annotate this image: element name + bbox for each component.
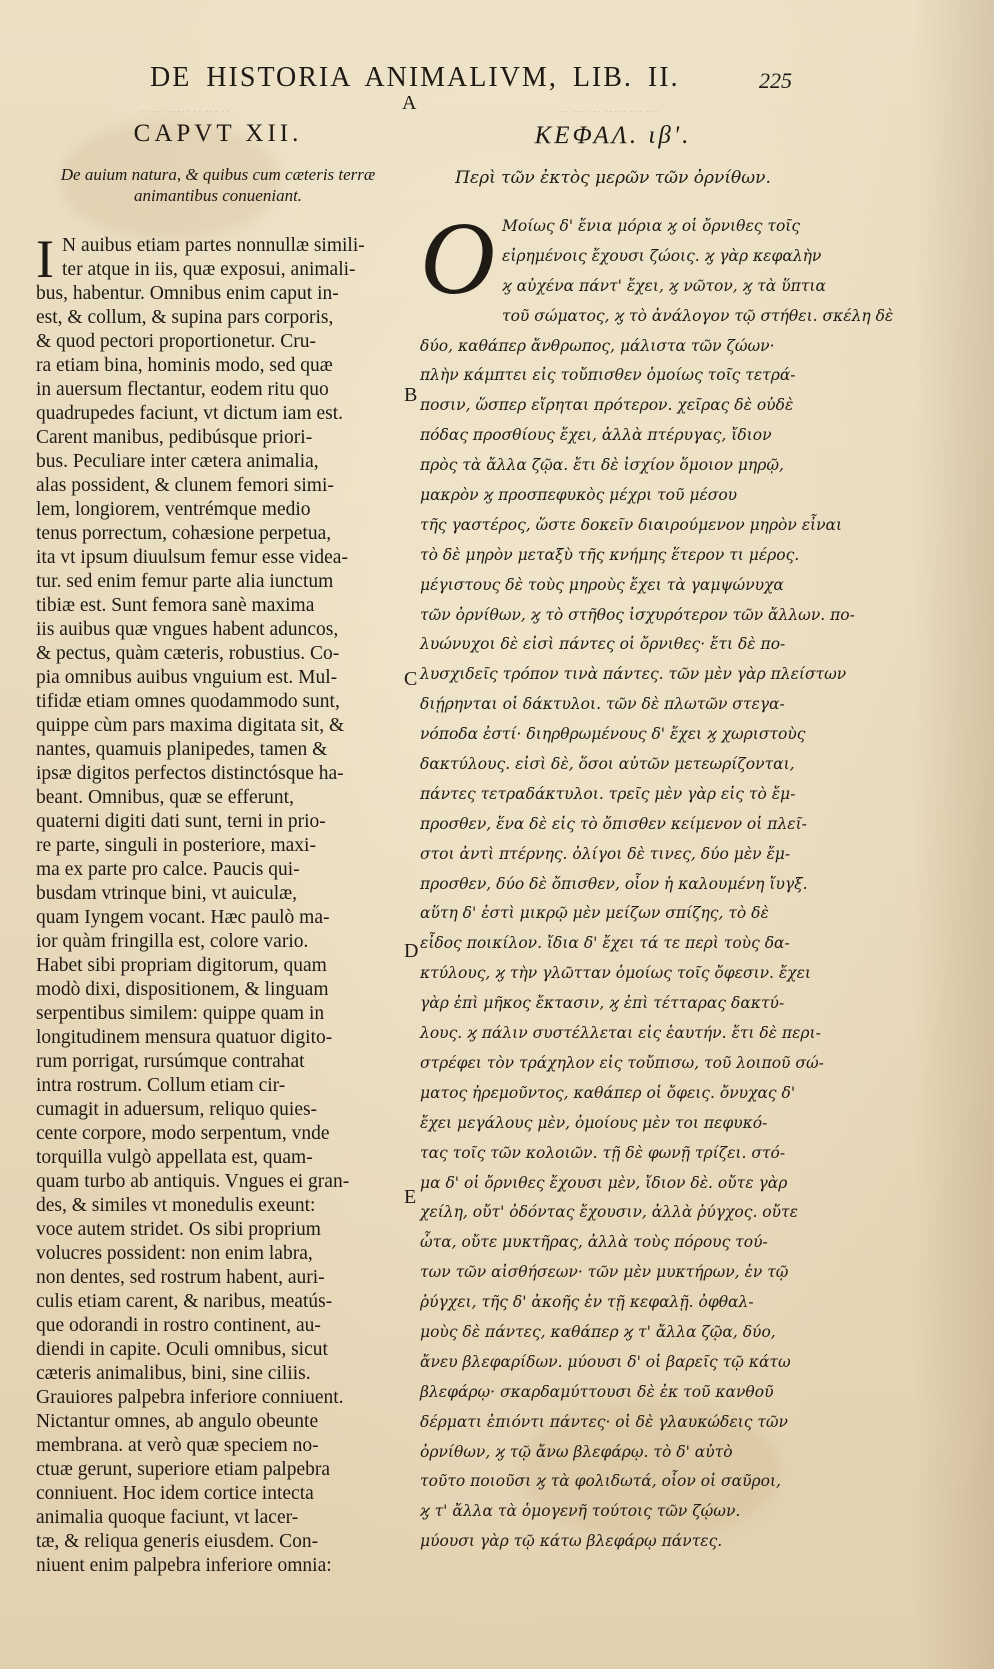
greek-line: μα δ' οἱ ὄρνιθες ἔχουσι μὲν, ἴδιον δὲ. οὔτε γὰρ [420, 1173, 788, 1192]
latin-line: in auersum flectantur, eodem ritu quo [36, 379, 329, 400]
greek-chapter-heading: ΚΕΦΑΛ. ιβ'. [534, 122, 692, 149]
latin-line: conniuent. Hoc idem cortice intecta [36, 1483, 314, 1504]
latin-line: ior quàm fringilla est, colore vario. [36, 931, 309, 952]
latin-line: torquilla vulgò appellata est, quam- [36, 1147, 313, 1168]
greek-line: ποσιν, ὥσπερ εἴρηται πρότερον. χεῖρας δὲ οὐδὲ [420, 396, 794, 415]
greek-line: πάντες τετραδάκτυλοι. τρεῖς μὲν γὰρ εἰς τὸ ἔμ- [420, 784, 796, 803]
latin-line: ipsæ digitos perfectos distinctósque ha- [36, 763, 344, 784]
latin-line: & quod pectori proportionetur. Cru- [36, 331, 316, 352]
running-head: DE HISTORIA ANIMALIVM, LIB. II. [150, 62, 680, 93]
latin-chapter-heading: CAPVT XII. [133, 120, 303, 147]
latin-line: busdam vtrinque bini, vt auiculæ, [36, 883, 298, 904]
greek-line: τοῦ σώματος, ϗ τὸ ἀνάλογον τῷ στήθει. σκέλη δὲ [502, 306, 894, 325]
greek-line: μύουσι γὰρ τῷ κάτω βλεφάρῳ πάντες. [420, 1532, 723, 1551]
latin-line: bus, habentur. Omnibus enim caput in- [36, 283, 339, 304]
latin-column [36, 112, 400, 1578]
greek-line: εἰρημένοις ἔχουσι ζώοις. ϗ γὰρ κεφαλὴν [502, 246, 822, 265]
greek-line: ὀρνίθων, ϗ τῷ ἄνω βλεφάρῳ. τὸ δ' αὐτὸ [420, 1442, 733, 1461]
latin-line: rum porrigat, rursúmque contrahat [36, 1051, 305, 1072]
greek-line: λυσχιδεῖς τρόπον τινὰ πάντες. τῶν μὲν γὰρ πλείστων [420, 665, 847, 684]
latin-summary-line: De auium natura, & quibus cum cæteris terræ [60, 165, 376, 184]
latin-line: tæ, & reliqua generis eiusdem. Con- [36, 1531, 319, 1552]
latin-line: ita vt ipsum diuulsum femur esse videa- [36, 547, 348, 568]
latin-line: quadrupedes faciunt, vt dictum iam est. [36, 403, 344, 424]
greek-line: νόποδα ἐστί· διηρθρωμένους δ' ἔχει ϗ χωριστοὺς [420, 725, 806, 744]
latin-line: tur. sed enim femur parte alia iunctum [36, 571, 334, 592]
greek-line: δακτύλους. εἰσὶ δὲ, ὅσοι αὐτῶν μετεωρίζονται, [420, 755, 795, 774]
bleed-through-text: ·· ··· ····· ·· ··· ·· [140, 104, 230, 119]
margin-letter-e: E [404, 1186, 417, 1208]
latin-line: membrana. at verò quæ speciem no- [36, 1435, 319, 1456]
greek-line: ϗ αὐχένα πάντ' ἔχει, ϗ νῶτον, ϗ τὰ ὕπτια [502, 276, 826, 295]
latin-line: des, & similes vt monedulis exeunt: [36, 1195, 316, 1216]
greek-line: δέρματι ἐπιόντι πάντες· οἱ δὲ γλαυκώδεις τῶν [420, 1412, 788, 1431]
greek-line: ἔχει μεγάλους μὲν, ὁμοίους μὲν τοι πεφυκό- [420, 1113, 768, 1132]
latin-line: & pectus, quàm cæteris, robustius. Co- [36, 643, 340, 664]
latin-drop-cap: I [36, 229, 54, 289]
latin-line: iis auibus quæ vngues habent aduncos, [36, 619, 339, 640]
greek-line: μέγιστους δὲ τοὺς μηροὺς ἔχει τὰ γαμψώνυχα [420, 575, 784, 594]
greek-line: πρὸς τὰ ἄλλα ζῷα. ἔτι δὲ ἰσχίον ὅμοιον μηρῷ, [420, 456, 784, 475]
greek-line: δύο, καθάπερ ἄνθρωπος, μάλιστα τῶν ζώων· [420, 336, 775, 355]
latin-line: Nictantur omnes, ab angulo obeunte [36, 1411, 319, 1432]
greek-line: λυώνυχοι δὲ εἰσὶ πάντες οἱ ὄρνιθες· ἔτι δὲ πο- [420, 635, 786, 654]
greek-line: τας τοῖς τῶν κολοιῶν. τῇ δὲ φωνῇ τρίζει. στό- [420, 1143, 786, 1162]
greek-line: χείλη, οὔτ' ὀδόντας ἔχουσιν, ἀλλὰ ῥύγχος. οὔτε [420, 1203, 798, 1222]
greek-line: τῶν ὀρνίθων, ϗ τὸ στῆθος ἰσχυρότερον τῶν ἄλλων. πο- [420, 605, 855, 624]
greek-chapter-summary: Περὶ τῶν ἐκτὸς μερῶν τῶν ὀρνίθων. [455, 168, 771, 188]
greek-line: διῄρηνται οἱ δάκτυλοι. τῶν δὲ πλωτῶν στεγα- [420, 695, 785, 714]
latin-summary-line: animantibus conueniant. [133, 186, 303, 205]
greek-line: λους. ϗ πάλιν συστέλλεται εἰς ἑαυτήν. ἔτι δὲ περι- [420, 1024, 821, 1043]
greek-body-text [420, 201, 894, 1557]
latin-line: quam turbo ab antiquis. Vngues ei gran- [36, 1171, 350, 1192]
greek-line: τὸ δὲ μηρὸν μεταξὺ τῆς κνήμης ἕτερον τι μέρος. [420, 545, 800, 564]
latin-line: Carent manibus, pedibúsque priori- [36, 427, 313, 448]
latin-chapter-summary [36, 164, 400, 206]
latin-line: quam Iyngem vocant. Hæc paulò ma- [36, 907, 330, 928]
latin-line: intra rostrum. Collum etiam cir- [36, 1075, 286, 1096]
latin-line: volucres possident: non enim labra, [36, 1243, 313, 1264]
latin-line: longitudinem mensura quatuor digito- [36, 1027, 333, 1048]
greek-line: μοὺς δὲ πάντες, καθάπερ ϗ τ' ἄλλα ζῷα, δύο, [420, 1322, 776, 1341]
greek-drop-cap: Ο [420, 201, 496, 316]
latin-line: culis etiam carent, & naribus, meatús- [36, 1291, 333, 1312]
greek-line: κτύλους, ϗ τὴν γλῶτταν ὁμοίως τοῖς ὄφεσιν. ἔχει [420, 964, 811, 983]
latin-line: Grauiores palpebra inferiore conniuent. [36, 1387, 344, 1408]
latin-line: tifidæ etiam omnes quodammodo sunt, [36, 691, 340, 712]
latin-line: nantes, quamuis planipedes, tamen & [36, 739, 328, 760]
greek-line: ὦτα, οὔτε μυκτῆρας, ἀλλὰ τοὺς πόρους τού- [420, 1233, 768, 1252]
greek-line: γὰρ ἐπὶ μῆκος ἔκτασιν, ϗ ἐπὶ τέτταρας δακτύ- [420, 994, 785, 1013]
latin-line: ma ex parte pro calce. Paucis qui- [36, 859, 300, 880]
latin-line: pia omnibus auibus vnguium est. Mul- [36, 667, 338, 688]
greek-line: τῆς γαστέρος, ὥστε δοκεῖν διαιρούμενον μηρὸν εἶναι [420, 515, 843, 534]
latin-line: cumagit in aduersum, reliquo quies- [36, 1099, 318, 1120]
greek-column [420, 112, 894, 1557]
page-number: 225 [759, 68, 792, 93]
greek-line: ματος ἠρεμοῦντος, καθάπερ οἱ ὄφεις. ὄνυχας δ' [420, 1083, 796, 1102]
greek-line: Μοίως δ' ἔνια μόρια ϗ οἱ ὄρνιθες τοῖς [502, 217, 801, 235]
latin-line: cæteris animalibus, bini, sine ciliis. [36, 1363, 311, 1384]
latin-line: diendi in capite. Oculi omnibus, sicut [36, 1339, 328, 1360]
latin-line: tibiæ est. Sunt femora sanè maxima [36, 595, 315, 616]
margin-letter-a: A [402, 92, 417, 114]
latin-line: animalia quoque faciunt, vt lacer- [36, 1507, 299, 1528]
greek-line: πλὴν κάμπτει εἰς τοὔπισθεν ὁμοίως τοῖς τετρά- [420, 366, 796, 385]
greek-line: στοι ἀντὶ πτέρνης. ὀλίγοι δὲ τινες, δύο μὲν ἔμ- [420, 844, 791, 863]
margin-letter-b: B [404, 384, 418, 406]
greek-line: στρέφει τὸν τράχηλον εἰς τοὔπισω, τοῦ λοιποῦ σώ- [420, 1053, 824, 1072]
greek-line: μακρὸν ϗ προσπεφυκὸς μέχρι τοῦ μέσου [420, 486, 738, 505]
latin-line: Habet sibi propriam digitorum, quam [36, 955, 327, 976]
greek-line: πόδας προσθίους ἔχει, ἀλλὰ πτέρυγας, ἴδιον [420, 426, 772, 445]
latin-line: lem, longiorem, ventrémque medio [36, 499, 311, 520]
latin-line: ra etiam bina, hominis modo, sed quæ [36, 355, 333, 376]
latin-line: non dentes, sed rostrum habent, auri- [36, 1267, 325, 1288]
latin-line: beant. Omnibus, quæ se efferunt, [36, 787, 294, 808]
latin-line: voce autem stridet. Os sibi proprium [36, 1219, 321, 1240]
margin-letter-d: D [404, 940, 419, 962]
latin-line: ctuæ gerunt, superiore etiam palpebra [36, 1459, 331, 1480]
latin-line: quippe cùm pars maxima digitata sit, & [36, 715, 345, 736]
latin-line: est, & collum, & supina pars corporis, [36, 307, 334, 328]
margin-letter-c: C [404, 668, 418, 690]
latin-line: tenus porrectum, cohæsione perpetua, [36, 523, 332, 544]
greek-line: εἶδος ποικίλον. ἴδια δ' ἔχει τά τε περὶ τοὺς δα- [420, 934, 790, 953]
latin-line: alas possident, & clunem femori simi- [36, 475, 334, 496]
latin-line: ter atque in iis, quæ exposui, animali- [62, 259, 356, 280]
greek-line: προσθεν, ἕνα δὲ εἰς τὸ ὄπισθεν κείμενον οἱ πλεῖ- [420, 814, 807, 833]
latin-line: niuent enim palpebra inferiore omnia: [36, 1555, 332, 1576]
greek-line: ϗ τ' ἄλλα τὰ ὁμογενῆ τούτοις τῶν ζῴων. [420, 1502, 741, 1521]
bleed-through-text: ·· ···· ·· ····· ··· ··· [560, 104, 659, 119]
greek-line: αὕτη δ' ἐστὶ μικρῷ μὲν μείζων σπίζης, τὸ δὲ [420, 904, 769, 923]
latin-line: serpentibus similem: quippe quam in [36, 1003, 325, 1024]
latin-line: modò dixi, dispositionem, & linguam [36, 979, 329, 1000]
greek-line: προσθεν, δύο δὲ ὄπισθεν, οἷον ἡ καλουμένη ἴυγξ. [420, 874, 808, 893]
greek-line: ῥύγχει, τῆς δ' ἀκοῆς ἐν τῇ κεφαλῇ. ὀφθαλ- [420, 1293, 754, 1312]
greek-line: τοῦτο ποιοῦσι ϗ τὰ φολιδωτά, οἷον οἱ σαῦροι, [420, 1472, 781, 1491]
latin-line: bus. Peculiare inter cætera animalia, [36, 451, 319, 472]
greek-line: βλεφάρῳ· σκαρδαμύττουσι δὲ ἐκ τοῦ κανθοῦ [420, 1382, 774, 1401]
greek-line: των τῶν αἰσθήσεων· τῶν μὲν μυκτήρων, ἐν τῷ [420, 1263, 789, 1282]
latin-line: re parte, singuli in posteriore, maxi- [36, 835, 316, 856]
latin-line: que odorandi in rostro continent, au- [36, 1315, 321, 1336]
page-edge-shadow [914, 0, 994, 1669]
latin-line: N auibus etiam partes nonnullæ simili- [62, 235, 365, 256]
latin-line: quaterni digiti dati sunt, terni in prio- [36, 811, 326, 832]
greek-line: ἄνευ βλεφαρίδων. μύουσι δ' οἱ βαρεῖς τῷ κάτω [420, 1352, 791, 1371]
latin-body-text [36, 229, 400, 1578]
latin-line: cente corpore, modo serpentum, vnde [36, 1123, 330, 1144]
